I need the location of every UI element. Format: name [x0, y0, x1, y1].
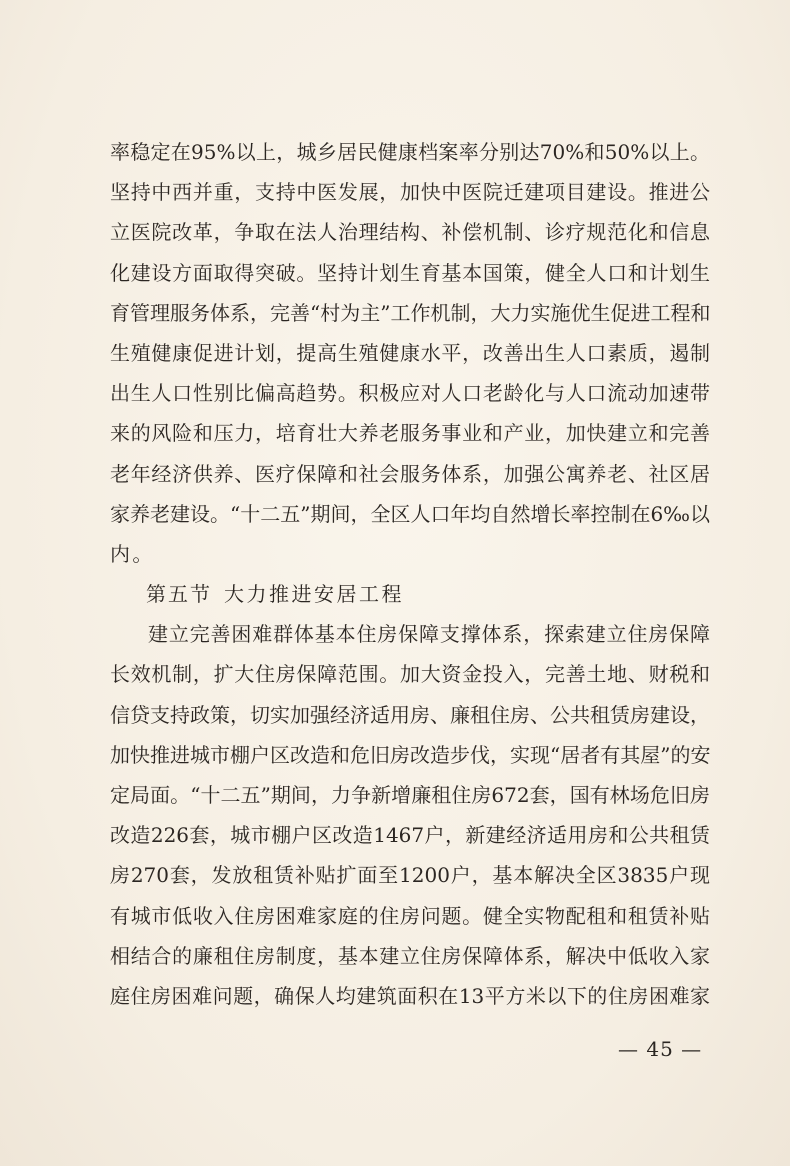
text-line: 内。 [110, 541, 155, 566]
page-number: — 45 — [618, 1037, 703, 1061]
text-line: 房270套，发放租赁补贴扩面至1200户，基本解决全区3835户现 [110, 863, 710, 888]
text-line: 来的风险和压力，培育壮大养老服务事业和产业，加快建立和完善 [110, 421, 710, 446]
text-line: 长效机制，扩大住房保障范围。加大资金投入，完善土地、财税和 [110, 662, 710, 687]
text-line: 庭住房困难问题，确保人均建筑面积在13平方米以下的住房困难家 [110, 983, 710, 1008]
body-text [110, 132, 710, 1016]
text-line: 坚持中西并重，支持中医发展，加快中医院迁建项目建设。推进公 [110, 180, 710, 205]
section-heading [110, 574, 710, 614]
text-line: 率稳定在95%以上，城乡居民健康档案率分别达70%和50%以上。 [110, 140, 710, 164]
text-line: 有城市低收入住房困难家庭的住房问题。健全实物配租和租赁补贴 [110, 903, 710, 928]
text-line: 信贷支持政策，切实加强经济适用房、廉租住房、公共租赁房建设， [110, 702, 710, 727]
text-line: 家养老建设。“十二五”期间，全区人口年均自然增长率控制在6‰以 [110, 501, 711, 526]
text-line: 育管理服务体系，完善“村为主”工作机制，大力实施优生促进工程和 [110, 300, 711, 325]
text-line: 立医院改革，争取在法人治理结构、补偿机制、诊疗规范化和信息 [110, 220, 710, 245]
text-line: 改造226套，城市棚户区改造1467户，新建经济适用房和公共租赁 [110, 823, 710, 848]
text-line: 老年经济供养、医疗保障和社会服务体系，加强公寓养老、社区居 [110, 461, 710, 486]
text-line: 生殖健康促进计划，提高生殖健康水平，改善出生人口素质，遏制 [110, 340, 710, 365]
text-line: 化建设方面取得突破。坚持计划生育基本国策，健全人口和计划生 [110, 260, 710, 285]
section-title: 大力推进安居工程 [224, 582, 404, 607]
text-line: 建立完善困难群体基本住房保障支撑体系，探索建立住房保障 [148, 622, 710, 647]
text-line: 出生人口性别比偏高趋势。积极应对人口老龄化与人口流动加速带 [110, 381, 710, 406]
text-line: 相结合的廉租住房制度，基本建立住房保障体系，解决中低收入家 [110, 943, 710, 968]
text-line: 加快推进城市棚户区改造和危旧房改造步伐，实现“居者有其屋”的安 [110, 742, 711, 767]
section-number: 第五节 [146, 582, 212, 607]
text-line: 定局面。“十二五”期间，力争新增廉租住房672套，国有林场危旧房 [110, 783, 710, 807]
